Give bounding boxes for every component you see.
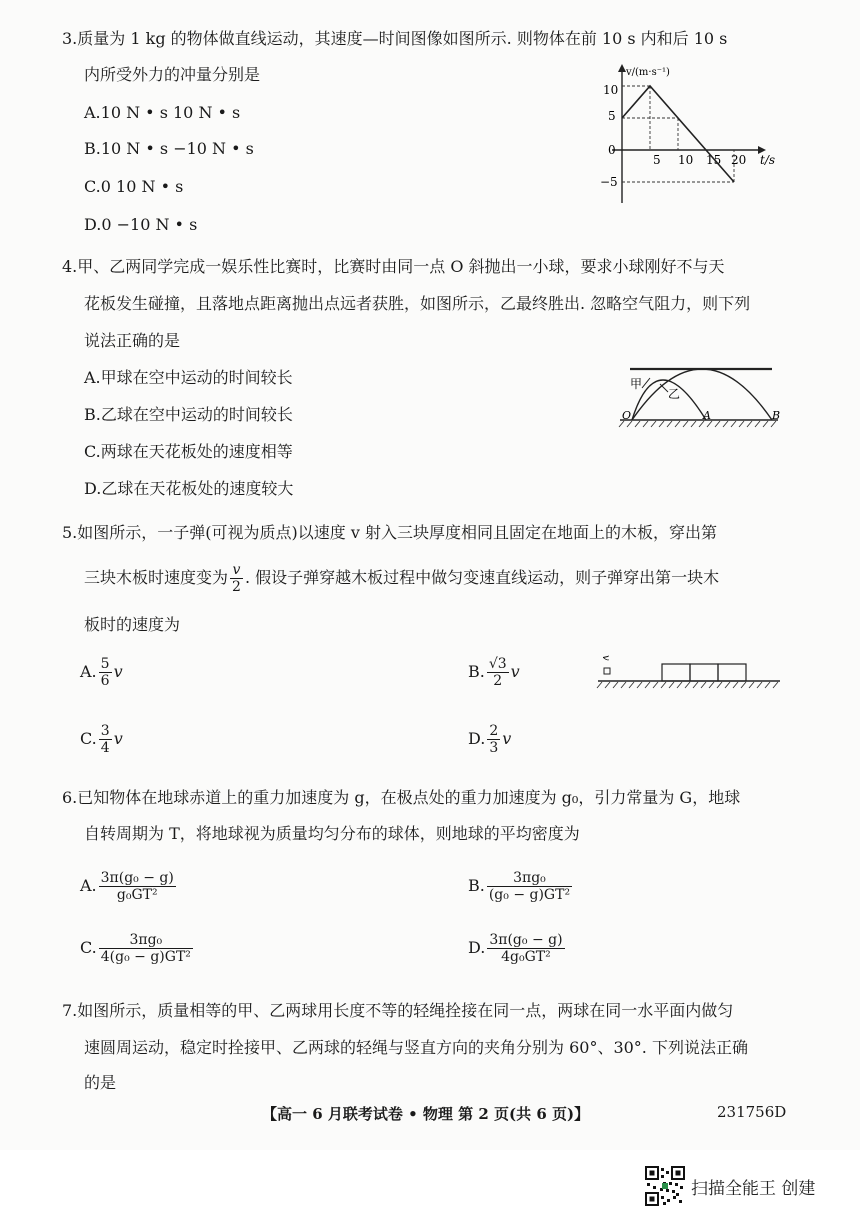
scanner-watermark <box>645 1166 815 1206</box>
q4-line3: 说法正确的是 <box>84 331 181 350</box>
label-jia: 甲 <box>630 377 643 391</box>
q3-line1: 3.质量为 1 kg 的物体做直线运动，其速度—时间图像如图所示. 则物体在前 10 s 内和后 10 s <box>62 29 728 48</box>
q4-option-b: B.乙球在空中运动的时间较长 <box>84 405 293 424</box>
x-tick-10: 10 <box>678 153 694 167</box>
y-axis-label: v/(m·s⁻¹) <box>626 67 670 78</box>
board-3 <box>718 664 746 681</box>
y-tick-0: 0 <box>608 143 616 157</box>
label-o: O <box>622 409 632 422</box>
q4-option-d: D.乙球在天花板处的速度较大 <box>84 479 294 498</box>
x-tick-5: 5 <box>653 153 661 167</box>
q4-line2: 花板发生碰撞，且落地点距离抛出点远者获胜，如图所示，乙最终胜出. 忽略空气阻力，则下列 <box>84 294 751 313</box>
q5-line2: 三块木板时速度变为 $\frac{v}{2}$ . 假设子弹穿越木板过程中做匀变速直线运动，则子弹穿出第一块木 <box>84 562 720 595</box>
q3-option-a: A.10 N • s 10 N • s <box>84 103 241 122</box>
q6-line1: 6.已知物体在地球赤道上的重力加速度为 g，在极点处的重力加速度为 g₀，引力常量为 G，地球 <box>62 788 741 807</box>
q6-option-b: B. $\frac{\text{3πg₀}}{\text{(g₀ − g)GT²}}$ <box>468 870 571 903</box>
arrow-yi <box>660 384 668 392</box>
y-tick-10: 10 <box>603 83 619 97</box>
x-tick-15: 15 <box>706 153 722 167</box>
q6-line2: 自转周期为 T，将地球视为质量均匀分布的球体，则地球的平均密度为 <box>84 824 580 843</box>
q3-line2: 内所受外力的冲量分别是 <box>84 65 261 84</box>
y-tick-5: 5 <box>608 109 616 123</box>
q7-line1: 7.如图所示，质量相等的甲、乙两球用长度不等的轻绳拴接在同一点，两球在同一水平面内做匀 <box>62 1001 734 1020</box>
label-v: v <box>600 655 611 661</box>
label-yi: 乙 <box>668 387 681 401</box>
q7-line2: 速圆周运动，稳定时拴接甲、乙两球的轻绳与竖直方向的夹角分别为 60°、30°. 下列说法正确 <box>84 1038 748 1057</box>
exam-code: 231756D <box>717 1103 787 1121</box>
q3-option-d: D.0 −10 N • s <box>84 215 198 234</box>
q4-option-c: C.两球在天花板处的速度相等 <box>84 442 293 461</box>
scanner-text: 扫描全能王 创建 <box>691 1178 816 1199</box>
qr-code-icon <box>645 1166 685 1206</box>
q4-line1: 4.甲、乙两同学完成一娱乐性比赛时，比赛时由同一点 O 斜抛出一小球，要求小球刚好不与天 <box>62 257 725 276</box>
projectile-figure <box>612 360 784 436</box>
x-tick-20: 20 <box>731 153 747 167</box>
board-2 <box>690 664 718 681</box>
q7-line3: 的是 <box>84 1073 117 1092</box>
bullet <box>604 668 610 674</box>
y-tick-neg5: −5 <box>600 175 618 189</box>
q5-option-c: C. $\frac{3}{4}$ v <box>80 723 123 756</box>
q5-option-d: D. $\frac{2}{3}$ v <box>468 723 512 756</box>
ground-hatching <box>597 682 778 688</box>
q4-option-a: A.甲球在空中运动的时间较长 <box>84 368 293 387</box>
ground-hatching <box>619 421 776 427</box>
q6-option-a: A. $\frac{\text{3π(g₀ − g)}}{\text{g₀GT²}}$ <box>80 870 174 903</box>
x-axis-label: t/s <box>760 153 776 167</box>
q5-option-a: A. $\frac{5}{6}$ v <box>80 656 123 689</box>
label-a: A <box>703 409 711 422</box>
q5-option-b: B. $\frac{√3}{2}$ v <box>468 656 520 689</box>
bullet-boards-figure <box>594 648 784 692</box>
q5-line1: 5.如图所示，一子弹(可视为质点)以速度 v 射入三块厚度相同且固定在地面上的木板，穿出第 <box>62 523 717 542</box>
q6-option-c: C. $\frac{\text{3πg₀}}{\text{4(g₀ − g)GT²}}$ <box>80 932 191 965</box>
y-axis-arrow <box>618 64 626 72</box>
q5-line3: 板时的速度为 <box>84 615 181 634</box>
trajectory-yi <box>632 369 772 420</box>
footer-title: 【高一 6 月联考试卷 • 物理 第 2 页(共 6 页)】 <box>262 1105 590 1123</box>
velocity-time-graph <box>590 58 790 208</box>
fraction-v-over-2: $\frac{v}{2}$ <box>232 562 241 595</box>
q6-option-d: D. $\frac{\text{3π(g₀ − g)}}{\text{4g₀GT²}}$ <box>468 932 563 965</box>
q3-option-c: C.0 10 N • s <box>84 177 184 196</box>
label-b: B <box>772 409 781 422</box>
q3-option-b: B.10 N • s −10 N • s <box>84 139 254 158</box>
board-1 <box>662 664 690 681</box>
